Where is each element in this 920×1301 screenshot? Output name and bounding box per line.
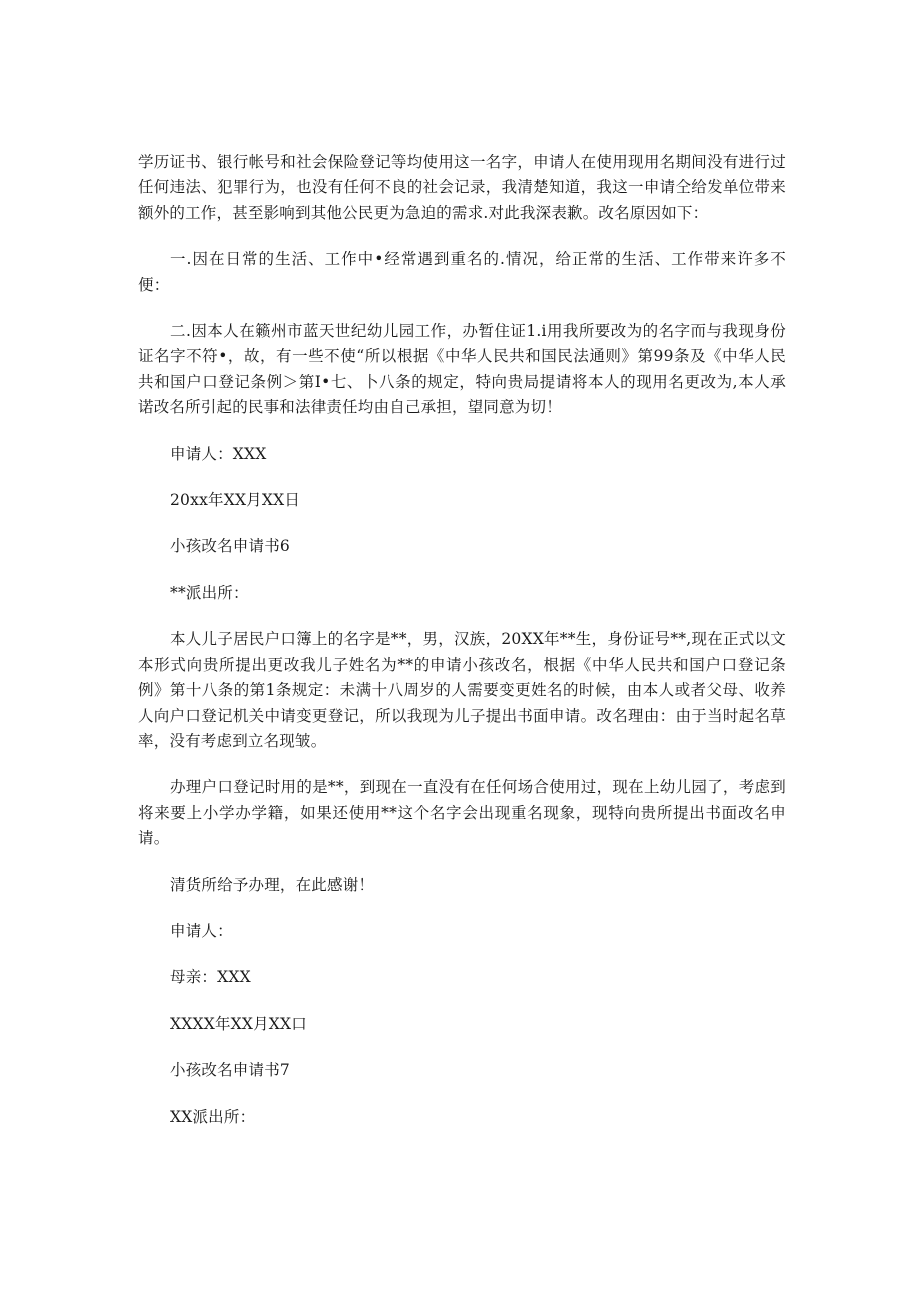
thanks-line: 清货所给予办理，在此感谢！ <box>170 875 375 894</box>
mother-line: 母亲：XXX <box>170 968 251 987</box>
paragraph-intro: 学历证书、银行帐号和社会保险登记等均使用这一名字，申请人在使用现用名期间没有进行过任何违法、犯罪行为，也没有任何不良的社会记录，我清楚知道，我这一申请仝给发单位带来额外的工作，甚至影响到其他公民更为急迫的需求.对此我深表歉。改名原因如下： <box>138 153 786 222</box>
document-body <box>138 150 786 1130</box>
paragraph-reason-one: 一.因在日常的生活、工作中•经常遇到重名的.情况，给正常的生活、工作带来许多不便： <box>138 250 786 294</box>
section-title-7: 小孩改名申请书7 <box>170 1061 290 1080</box>
date-line-2: XXXX年XX月XX口 <box>170 1014 307 1033</box>
paragraph-son-name: 本人儿子居民户口簿上的名字是**，男，汉族，20XX年**生，身份证号**,现在正式以文本形式向贵所提出更改我儿子姓名为**的申请小孩改名，根据《中华人民共和国户口登记条例》第十八条的第1条规定：未满十八周岁的人需要变更姓名的时候，由本人或者父母、收养人向户口登记机关中请变更登记，所以我现为儿子提出书面申请。改名理由：由于当时起名草率，没有考虑到立名现皱。 <box>138 630 786 750</box>
applicant-line: 申请人：XXX <box>170 444 267 463</box>
paragraph-registration: 办理户口登记时用的是**，到现在一直没有在任何场合使用过，现在上幼儿园了，考虑到将来要上小学办学籍，如果还使用**这个名字会出现重名现象，现特向贵所提出书面改名申请。 <box>138 778 786 848</box>
section-title-6: 小孩改名申请书6 <box>170 537 290 556</box>
paragraph-reason-two: 二.因本人在籁州市蓝天世纪幼儿园工作，办暂住证1.i用我所要改为的名字而与我现身份证名字不符•，故，有一些不使“所以根据《中华人民共和国民法通则》第99条及《中华人民共和国户口登记条例＞第I•七、卜八条的规定，特向贵局提请将本人的现用名更改为,本人承诺改名所引起的民事和法律责任均由自己承担，望同意为切！ <box>138 322 786 417</box>
applicant-label: 申请人： <box>170 921 233 940</box>
date-line: 20xx年XX月XX日 <box>170 491 301 510</box>
salutation-line: **派出所： <box>170 583 249 602</box>
salutation-line-2: XX派出所： <box>170 1107 256 1126</box>
